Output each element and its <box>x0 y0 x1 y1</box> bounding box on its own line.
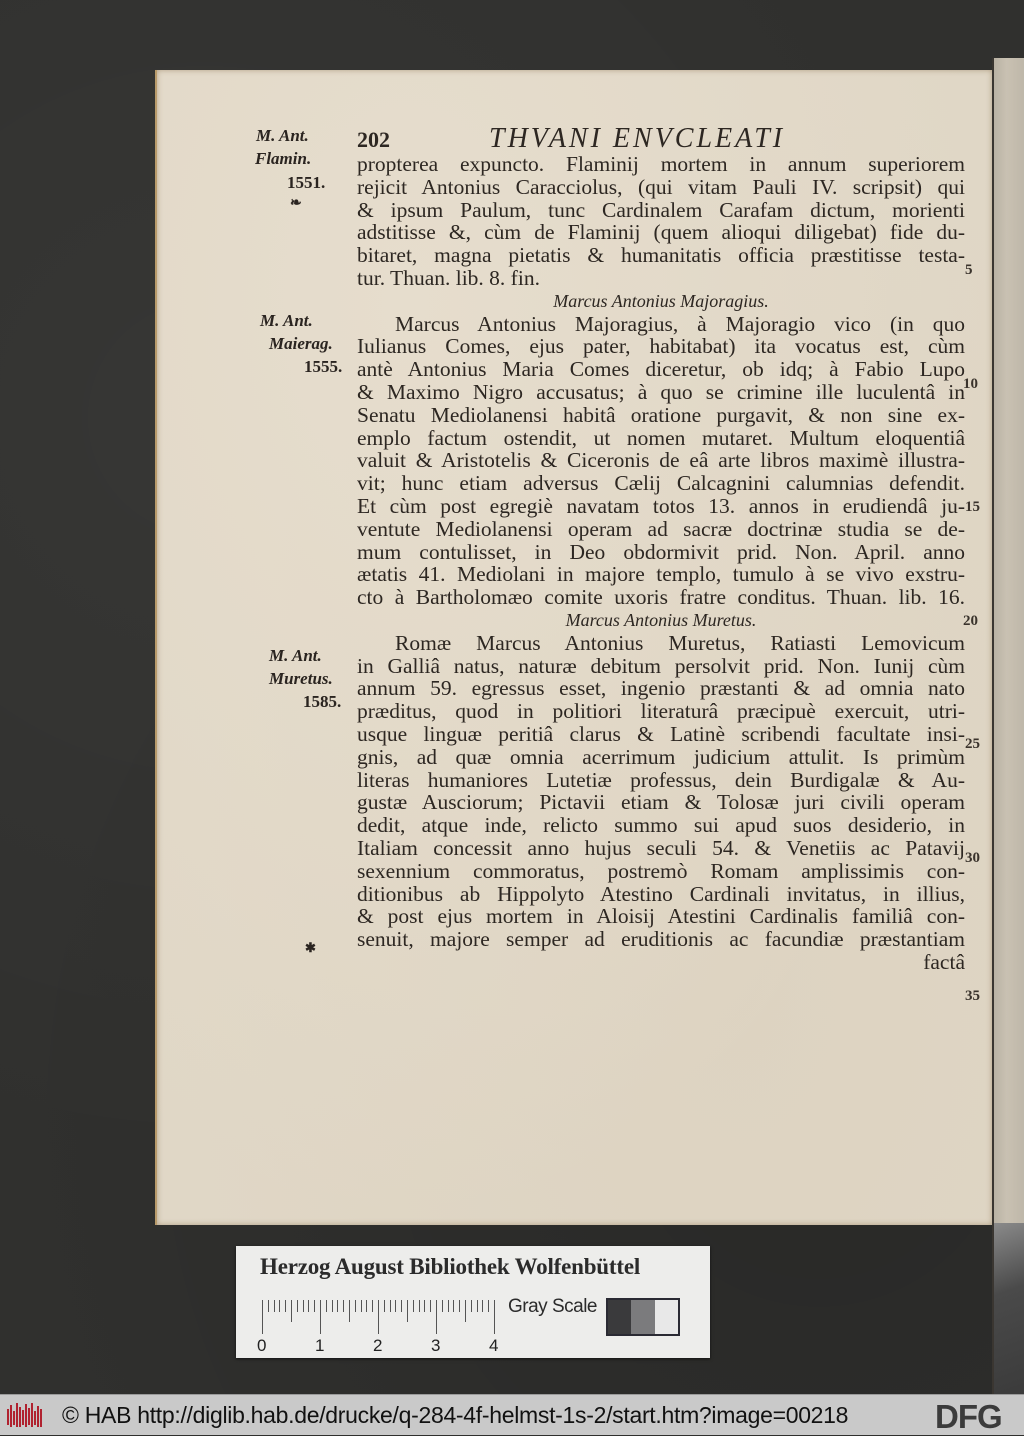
line-number-35: 35 <box>965 988 980 1004</box>
adjacent-page-edge <box>992 58 1024 1394</box>
text-line: rejicit Antonius Caracciolus, (qui vitam Pauli IV. scripsit) qui <box>357 174 965 199</box>
text-line: & Maximo Nigro accusatus; à quo se crimine ille luculentâ in <box>357 379 965 404</box>
footer-bar <box>0 1394 1024 1435</box>
margin-ornament-icon: ❧ <box>290 196 302 211</box>
text-line: Italiam concessit anno hujus seculi 54. & Venetiis ac Patavij <box>357 835 965 860</box>
margin-year-1: 1551. <box>287 173 326 192</box>
section-heading: Marcus Antonius Majoragius. <box>553 290 769 311</box>
text-line: ætatis 41. Mediolani in majore templo, tumulo à se vivo exstru- <box>357 562 965 587</box>
grayscale-swatches <box>606 1298 680 1336</box>
ruler-label-4: 4 <box>489 1336 499 1355</box>
line-number-5: 5 <box>965 262 973 278</box>
margin-note-sub-3: Muretus. <box>269 669 333 688</box>
swatch-mid <box>631 1300 654 1334</box>
copyright-url[interactable]: © HAB http://diglib.hab.de/drucke/q-284-4f-helmst-1s-2/start.htm?image=00218 <box>62 1402 849 1428</box>
text-line: ditionibus ab Hippolyto Atestino Cardinali invitatus, in illius, <box>357 881 965 906</box>
text-line: emplo factum ostendit, ut nomen mutaret. Multum eloquentiâ <box>357 425 965 450</box>
margin-mark-icon: ✱ <box>305 940 316 955</box>
line-number-25: 25 <box>965 736 980 752</box>
ruler-label-3: 3 <box>431 1336 441 1355</box>
text-line: annum 59. egressus esset, ingenio præstanti & ad omnia nato <box>357 676 965 701</box>
text-line: Marcus Antonius Majoragius, à Majoragio vico (in quo <box>395 311 965 336</box>
book-page <box>155 70 992 1225</box>
text-line: ventute Mediolanensi operam ad sacræ doctrinæ studia se de- <box>357 516 965 541</box>
hab-logo-icon <box>6 1401 46 1429</box>
text-line: senuit, majore semper ad eruditionis ac facundiæ præstantiam <box>357 927 965 952</box>
text-line: in Galliâ natus, naturæ debitum persolvit prid. Non. Iunij cùm <box>357 653 965 678</box>
card-title: Herzog August Bibliothek Wolfenbüttel <box>260 1254 641 1279</box>
text-line: Senatu Mediolanensi habitâ oratione purgavit, & non sine ex- <box>357 402 965 427</box>
margin-year-3: 1585. <box>303 692 342 711</box>
text-line: cto à Bartholomæo comite uxoris fratre conditus. Thuan. lib. 16. <box>357 585 965 610</box>
margin-note-name-1: M. Ant. <box>256 126 309 145</box>
text-line: & ipsum Paulum, tunc Cardinalem Carafam dictum, morienti <box>357 197 965 222</box>
text-line: usque linguæ peritiâ clarus & Latinè scribendi facultate insi- <box>357 721 965 746</box>
line-number-15: 15 <box>965 499 980 515</box>
text-line: antè Antonius Maria Comes diceretur, ob idq; à Fabio Lupo <box>357 357 965 382</box>
text-line: literas humaniores Lutetiæ professus, dein Burdigalæ & Au- <box>357 767 965 792</box>
text-line: Romæ Marcus Antonius Muretus, Ratiasti Lemovicum <box>395 630 965 655</box>
catchword: factâ <box>923 949 965 974</box>
text-line: & post ejus mortem in Aloisij Atestini Cardinalis familiâ con- <box>357 904 965 929</box>
text-line: tur. Thuan. lib. 8. fin. <box>357 265 540 290</box>
text-line: gustæ Ausciorum; Pictavii etiam & Tolosæ juri civili operam <box>357 790 965 815</box>
text-line: sexennium commoratus, postremò Romam amplissimis con- <box>357 858 965 883</box>
section-heading: Marcus Antonius Muretus. <box>565 609 757 630</box>
text-line: bitaret, magna pietatis & humanitatis officia præstitisse testa- <box>357 243 965 268</box>
ruler-label-0: 0 <box>257 1336 267 1355</box>
text-line: valuit & Aristotelis & Ciceronis de eâ arte libros maximè illustra- <box>357 448 965 473</box>
text-line: vit; hunc etiam adversus Cælij Calcagnini calumnias defendit. <box>357 471 965 496</box>
text-line: propterea expuncto. Flaminij mortem in annum superiorem <box>357 152 965 176</box>
swatch-dark <box>608 1300 631 1334</box>
text-line: mum contulisset, in Deo obdormivit prid. Non. April. anno <box>357 539 965 564</box>
margin-note-sub-2: Maierag. <box>269 334 333 353</box>
text-line: gnis, ad quæ omnia acerrimum judicium attulit. Is primùm <box>357 744 965 769</box>
ruler-label-1: 1 <box>315 1336 325 1355</box>
margin-note-sub-1: Flamin. <box>255 149 312 168</box>
ruler-scale <box>257 1300 499 1355</box>
ruler-label-2: 2 <box>373 1336 383 1355</box>
margin-note-name-3: M. Ant. <box>269 646 322 665</box>
adjacent-page-shadow <box>994 1223 1024 1394</box>
color-calibration-card <box>236 1246 710 1358</box>
page-number: 202 <box>357 127 390 152</box>
body-text <box>357 153 965 974</box>
grayscale-label: Gray Scale <box>508 1296 597 1317</box>
margin-year-2: 1555. <box>304 357 343 376</box>
text-line: dedit, atque inde, relicto summo sui apud suos desiderio, in <box>357 813 965 838</box>
text-line: Iulianus Comes, ejus pater, habitabat) ita vocatus est, cùm <box>357 334 965 359</box>
line-number-20: 20 <box>963 613 978 629</box>
text-line: præditus, quod in politiori literaturâ præcipuè exercuit, utri- <box>357 699 965 724</box>
line-number-30: 30 <box>965 850 980 866</box>
page-header <box>257 123 977 154</box>
text-line: Et cùm post egregiè navatam totos 13. annos in erudiendâ ju- <box>357 493 965 518</box>
running-head: THVANI ENVCLEATI <box>489 123 786 154</box>
line-number-10: 10 <box>963 376 978 392</box>
dfg-logo: DFG <box>935 1398 1002 1435</box>
swatch-light <box>655 1300 678 1334</box>
text-line: adstitisse &, cùm de Flaminij (quem alioqui diligebat) fide du- <box>357 220 965 245</box>
margin-note-name-2: M. Ant. <box>260 311 313 330</box>
